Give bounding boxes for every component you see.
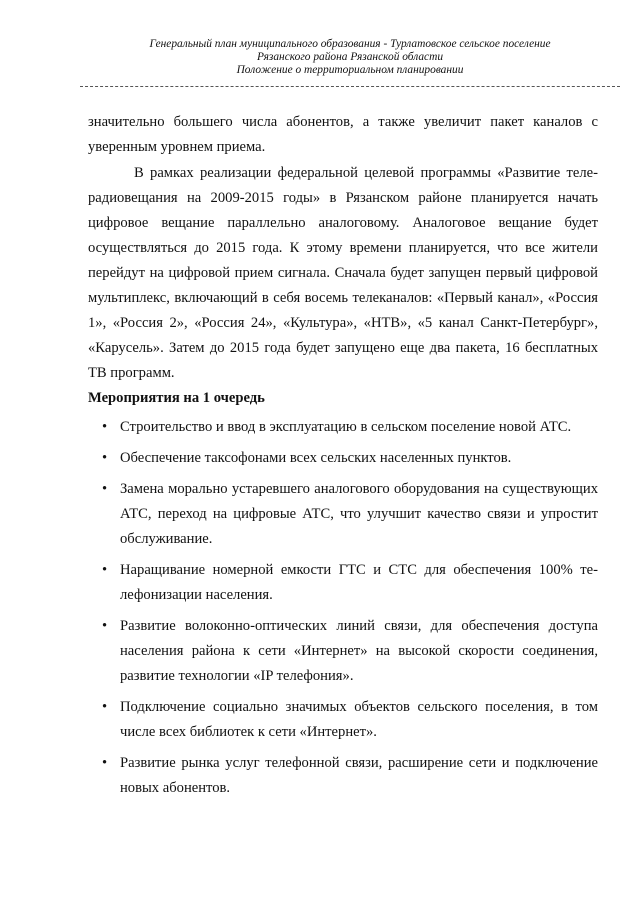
bullet-icon: • — [102, 699, 108, 715]
bullet-icon: • — [102, 562, 108, 578]
bullet-icon: • — [102, 450, 108, 466]
list-item-text: Наращивание номерной емкости ГТС и СТС для обеспечения 100% телефонизации населения. — [120, 562, 598, 603]
bullet-icon: • — [102, 481, 108, 497]
paragraph-continuation: значительно большего числа абонентов, а также увеличит пакет каналов с уверенным уровнем приема. — [88, 114, 598, 155]
page-header — [80, 38, 620, 77]
list-item — [88, 415, 598, 440]
section-heading: Мероприятия на 1 очередь — [88, 390, 265, 406]
measures-list — [88, 415, 598, 801]
header-title: Генеральный план муниципального образования - Турлатовское сельское поселение — [149, 38, 551, 50]
bullet-icon: • — [102, 419, 108, 435]
list-item — [88, 558, 598, 608]
list-item-text: Подключение социально значимых объектов сельского поселения, в том числе всех библиотек к сети «Интернет». — [120, 699, 598, 740]
bullet-icon: • — [102, 755, 108, 771]
list-item — [88, 695, 598, 745]
list-item-text: Строительство и ввод в эксплуатацию в сельском поселение новой АТС. — [120, 419, 572, 435]
list-item-text: Обеспечение таксофонами всех сельских населенных пунктов. — [120, 450, 512, 466]
list-item — [88, 614, 598, 689]
list-item — [88, 477, 598, 552]
header-subtitle: Положение о территориальном планировании — [236, 64, 464, 76]
paragraph-digital-broadcasting: В рамках реализации федеральной целевой программы «Развитие телерадиовещания на 2009-2015 годы» в Рязанском районе планируется начать цифровое вещание параллельно аналоговому. Аналоговое вещание будет осуществляться до 2015 года. К этому времени планируется, что все жители перейдут на цифровой прием сигнала. Сначала будет запущен первый цифровой мультиплекс, включающий в себя восемь телеканалов: «Первый канал», «Россия 1», «Россия 2», «Россия 24», «Культура», «НТВ», «5 канал Санкт-Петербург», «Карусель». Затем до 2015 года будет запущено еще два пакета, 16 бесплатных ТВ программ. — [88, 165, 598, 381]
bullet-icon: • — [102, 618, 108, 634]
header-divider — [80, 86, 620, 87]
list-item-text: Развитие рынка услуг телефонной связи, расширение сети и подключение новых абонентов. — [120, 755, 598, 796]
document-body — [88, 110, 598, 807]
list-item — [88, 751, 598, 801]
header-region: Рязанского района Рязанской области — [256, 51, 444, 63]
list-item-text: Развитие волоконно-оптических линий связи, для обеспечения доступа населения района к сети «Интернет» на высокой скорости соединения, развитие технологии «IP телефония». — [120, 618, 598, 684]
list-item — [88, 446, 598, 471]
list-item-text: Замена морально устаревшего аналогового оборудования на существующих АТС, переход на цифровые АТС, что улучшит качество связи и упростит обслуживание. — [120, 481, 598, 547]
